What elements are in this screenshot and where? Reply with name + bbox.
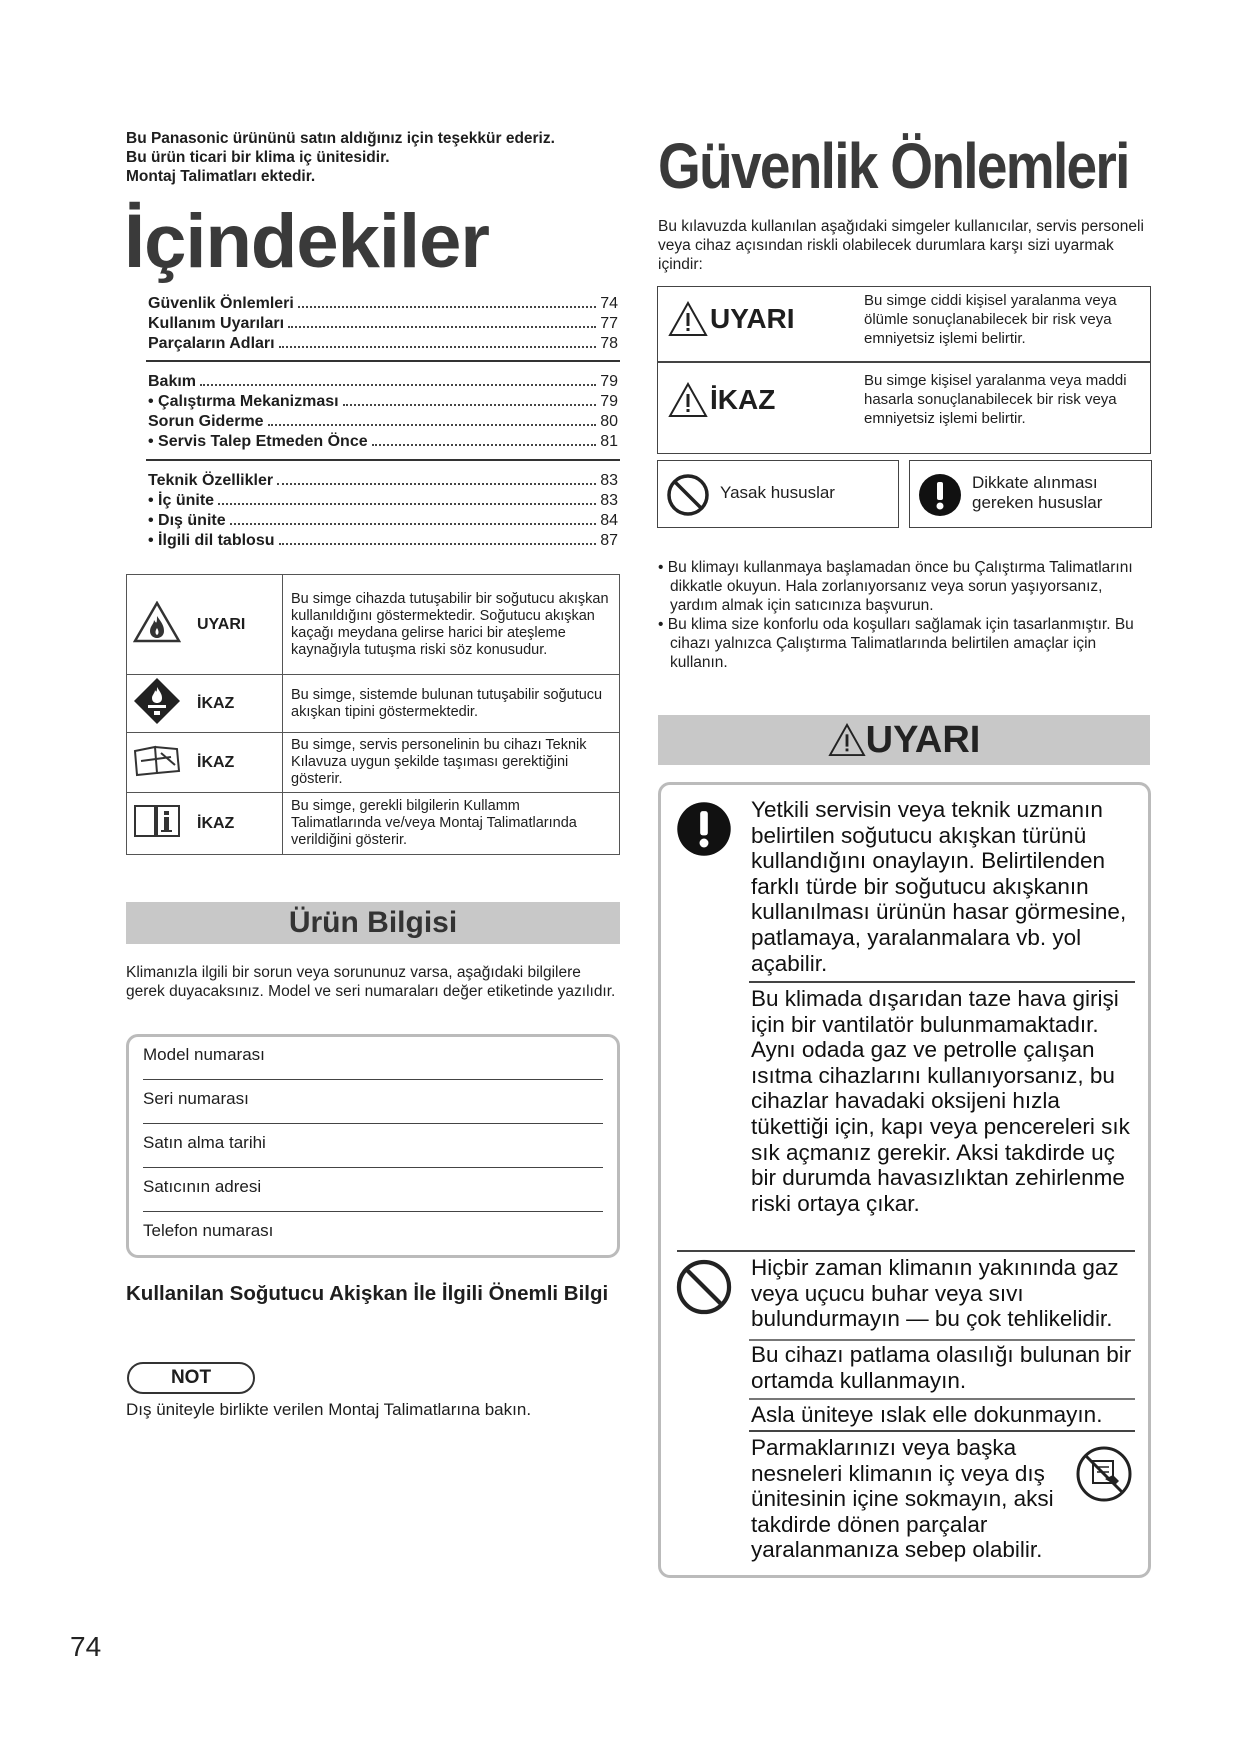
prohibited-label: Yasak hususlar — [720, 483, 835, 502]
warning-item: Bu cihazı patlama olasılığı bulunan bir ortamda kullanmayın. — [751, 1342, 1132, 1393]
bullet-item: • Bu klima size konforlu oda koşulları sağlamak için tasarlanmıştır. Bu cihazı yalnızca Çalıştırma Talimatlarında belirtilen amaçlar için kullanın. — [658, 616, 1134, 671]
prohibited-icon — [666, 473, 710, 517]
attention-icon — [918, 473, 962, 517]
intro-line-1: Bu Panasonic ürününü satın aldığınız için teşekkür ederiz. — [126, 130, 555, 147]
hazard-label: UYARI — [710, 303, 795, 334]
warning-header-label: UYARI — [865, 718, 981, 761]
attention-label: Dikkate alınması gereken hususlar — [972, 473, 1103, 512]
symbol-text: Bu simge cihazda tutuşabilir bir soğutucu akışkan kullanıldığını göstermektedir. Soğutucu akışkan kaçağı meydana gelirse harici bir ateşleme kaynağıyla tutuşma riski söz konusudur. — [283, 575, 620, 675]
warning-item: Hiçbir zaman klimanın yakınında gaz veya uçucu buhar veya sıvı bulundurmayın — bu çok tehlikelidir. — [751, 1255, 1119, 1332]
toc-entry[interactable] — [148, 334, 618, 354]
symbol-row — [127, 793, 620, 855]
toc-entry-page: 83 — [600, 472, 618, 489]
product-info-desc: Klimanızla ilgili bir sorun veya sorununuz varsa, aşağıdaki bilgilere gerek duyacaksınız. Model ve seri numaraları değer etiketinde yazılıdır. — [126, 964, 616, 1000]
field-label: Seri numarası — [143, 1089, 249, 1108]
intro-line-2: Bu ürün ticari bir klima iç ünitesidir. — [126, 149, 390, 166]
toc-entry-label: Teknik Özellikler — [148, 472, 274, 489]
symbol-row — [127, 733, 620, 793]
toc-entry[interactable] — [148, 412, 618, 432]
product-info-title: Ürün Bilgisi — [126, 902, 620, 944]
toc-entry[interactable] — [148, 511, 618, 531]
hazard-level-table — [657, 286, 1151, 454]
phone-number-field[interactable] — [143, 1213, 603, 1255]
symbol-row — [127, 575, 620, 675]
field-label: Model numarası — [143, 1045, 265, 1064]
product-info-box — [126, 1034, 620, 1258]
toc-entry[interactable] — [148, 531, 618, 551]
attention-icon — [676, 801, 732, 857]
toc-entry-label: Güvenlik Önlemleri — [148, 295, 294, 312]
safety-bullets — [658, 558, 1148, 672]
serial-number-field[interactable] — [143, 1081, 603, 1124]
toc-entry-label: • Servis Talep Etmeden Önce — [148, 433, 368, 450]
prohibited-icon — [675, 1258, 733, 1316]
toc-entry-page: 81 — [600, 433, 618, 450]
warning-item: Asla üniteye ıslak elle dokunmayın. — [751, 1402, 1103, 1427]
flammable-warning-icon — [127, 575, 188, 675]
toc-entry-label: • İlgili dil tablosu — [148, 532, 275, 549]
toc-entry-page: 84 — [600, 512, 618, 529]
intro-line-3: Montaj Talimatları ektedir. — [126, 168, 316, 185]
warning-triangle-icon — [828, 723, 866, 757]
toc-title: İçindekiler — [124, 199, 489, 284]
toc-entry-label: Bakım — [148, 373, 197, 390]
toc-entry-label: • Çalıştırma Mekanizması — [148, 393, 339, 410]
refrigerant-title: Kullanilan Soğutucu Akişkan İle İlgili Önemli Bilgi — [126, 1282, 609, 1305]
toc-entry-label: • Dış ünite — [148, 512, 226, 529]
toc-entry-page: 77 — [600, 315, 618, 332]
warning-item: Parmaklarınızı veya başka nesneleri klimanın iç veya dış ünitesinin içine sokmayın, aksi takdirde dönen parçalar yaralanmanıza sebep olabilir. — [751, 1435, 1054, 1563]
attention-legend — [909, 460, 1152, 528]
symbol-text: Bu simge, servis personelinin bu cihazı Teknik Kılavuza uygun şekilde taşıması gerektiğini gösterir. — [283, 733, 620, 793]
toc-entry[interactable] — [148, 491, 618, 511]
model-number-field[interactable] — [143, 1037, 603, 1080]
no-fingers-in-unit-icon — [1075, 1445, 1133, 1503]
toc-entry-page: 74 — [600, 295, 618, 312]
toc-entry-page: 80 — [600, 413, 618, 430]
service-manual-icon — [127, 733, 188, 793]
hazard-level-warning — [668, 301, 795, 337]
toc-entry[interactable] — [148, 392, 618, 412]
toc-entry-label: Parçaların Adları — [148, 335, 275, 352]
toc-entry-label: Kullanım Uyarıları — [148, 315, 285, 332]
toc-divider — [146, 459, 620, 461]
purchase-date-field[interactable] — [143, 1125, 603, 1168]
toc-divider — [146, 360, 620, 362]
toc-entry[interactable] — [148, 372, 618, 392]
note-badge: NOT — [127, 1362, 255, 1394]
dealer-address-field[interactable] — [143, 1169, 603, 1212]
warning-triangle-icon — [668, 382, 708, 418]
toc-entry-label: Sorun Giderme — [148, 413, 264, 430]
symbol-text: Bu simge, sistemde bulunan tutuşabilir soğutucu akışkan tipini göstermektedir. — [283, 675, 620, 733]
toc-entry-page: 83 — [600, 492, 618, 509]
toc-entry[interactable] — [148, 471, 618, 491]
field-label: Satıcının adresi — [143, 1177, 262, 1196]
toc-entry-page: 79 — [600, 393, 618, 410]
warning-item: Yetkili servisin veya teknik uzmanın belirtilen soğutucu akışkan türünü kullandığını onaylayın. Belirtilenden farklı türde bir soğutucu akışkanın kullanılması ürünün hasar görmesine, patlamaya, yaralanmalara vb. yol açabilir. — [751, 797, 1127, 976]
hazard-text: Bu simge ciddi kişisel yaralanma veya ölümle sonuçlanabilecek bir risk veya emniyetsiz işlemi belirtir. — [864, 292, 1117, 347]
toc-group-3 — [148, 471, 618, 551]
field-label: Satın alma tarihi — [143, 1133, 266, 1152]
symbol-label: İKAZ — [187, 675, 283, 733]
symbol-label: İKAZ — [187, 733, 283, 793]
toc-group-2 — [148, 372, 618, 452]
toc-entry-page: 79 — [600, 373, 618, 390]
warning-item: Bu klimada dışarıdan taze hava girişi için bir vantilatör bulunmamaktadır. Aynı odada gaz ve petrolle çalışan ısıtma cihazlarını kullanıyorsanız, bu cihazlar havadaki oksijeni hızla tükettiği için, kapı veya pencereleri sık sık açmanız gerekir. Aksi takdirde uç bir durumda havasızlıktan zehirlenme riski ortaya çıkar. — [751, 986, 1130, 1216]
symbol-label: UYARI — [187, 575, 283, 675]
note-text: Dış üniteyle birlikte verilen Montaj Talimatlarına bakın. — [126, 1400, 532, 1419]
prohibited-legend — [657, 460, 899, 528]
info-manual-icon — [127, 793, 188, 855]
hazard-level-caution — [668, 382, 775, 418]
toc-entry[interactable] — [148, 432, 618, 452]
symbol-row — [127, 675, 620, 733]
toc-entry-page: 87 — [600, 532, 618, 549]
symbol-text: Bu simge, gerekli bilgilerin Kullamm Talimatlarında ve/veya Montaj Talimatlarında verildiğini gösterir. — [283, 793, 620, 855]
warning-section-header — [658, 715, 1150, 765]
hazard-label: İKAZ — [710, 384, 776, 415]
field-label: Telefon numarası — [143, 1221, 274, 1240]
toc-entry[interactable] — [148, 314, 618, 334]
safety-intro: Bu kılavuzda kullanılan aşağıdaki simgeler kullanıcılar, servis personeli veya cihaz açısından riskli olabilecek durumlara karşı sizi uyarmak içindir: — [658, 218, 1144, 273]
symbol-label: İKAZ — [187, 793, 283, 855]
hazard-text: Bu simge kişisel yaralanma veya maddi hasarla sonuçlanabilecek bir risk veya emniyetsiz işlemi belirtir. — [864, 372, 1127, 427]
intro-text — [126, 129, 626, 186]
toc-group-1 — [148, 294, 618, 354]
toc-entry-page: 78 — [600, 335, 618, 352]
page-number: 74 — [70, 1631, 102, 1662]
warning-triangle-icon — [668, 301, 708, 337]
symbols-table — [126, 574, 620, 855]
flammable-gas-diamond-icon — [127, 675, 188, 733]
toc-entry-label: • İç ünite — [148, 492, 215, 509]
toc-entry[interactable] — [148, 294, 618, 314]
safety-title: Güvenlik Önlemleri — [658, 130, 1129, 202]
bullet-item: • Bu klimayı kullanmaya başlamadan önce bu Çalıştırma Talimatlarını dikkatle okuyun. Hala zorlanıyorsanız veya sorun yaşıyorsanız, yardım almak için satıcınıza başvurun. — [658, 559, 1133, 614]
warning-content-box — [658, 782, 1151, 1578]
